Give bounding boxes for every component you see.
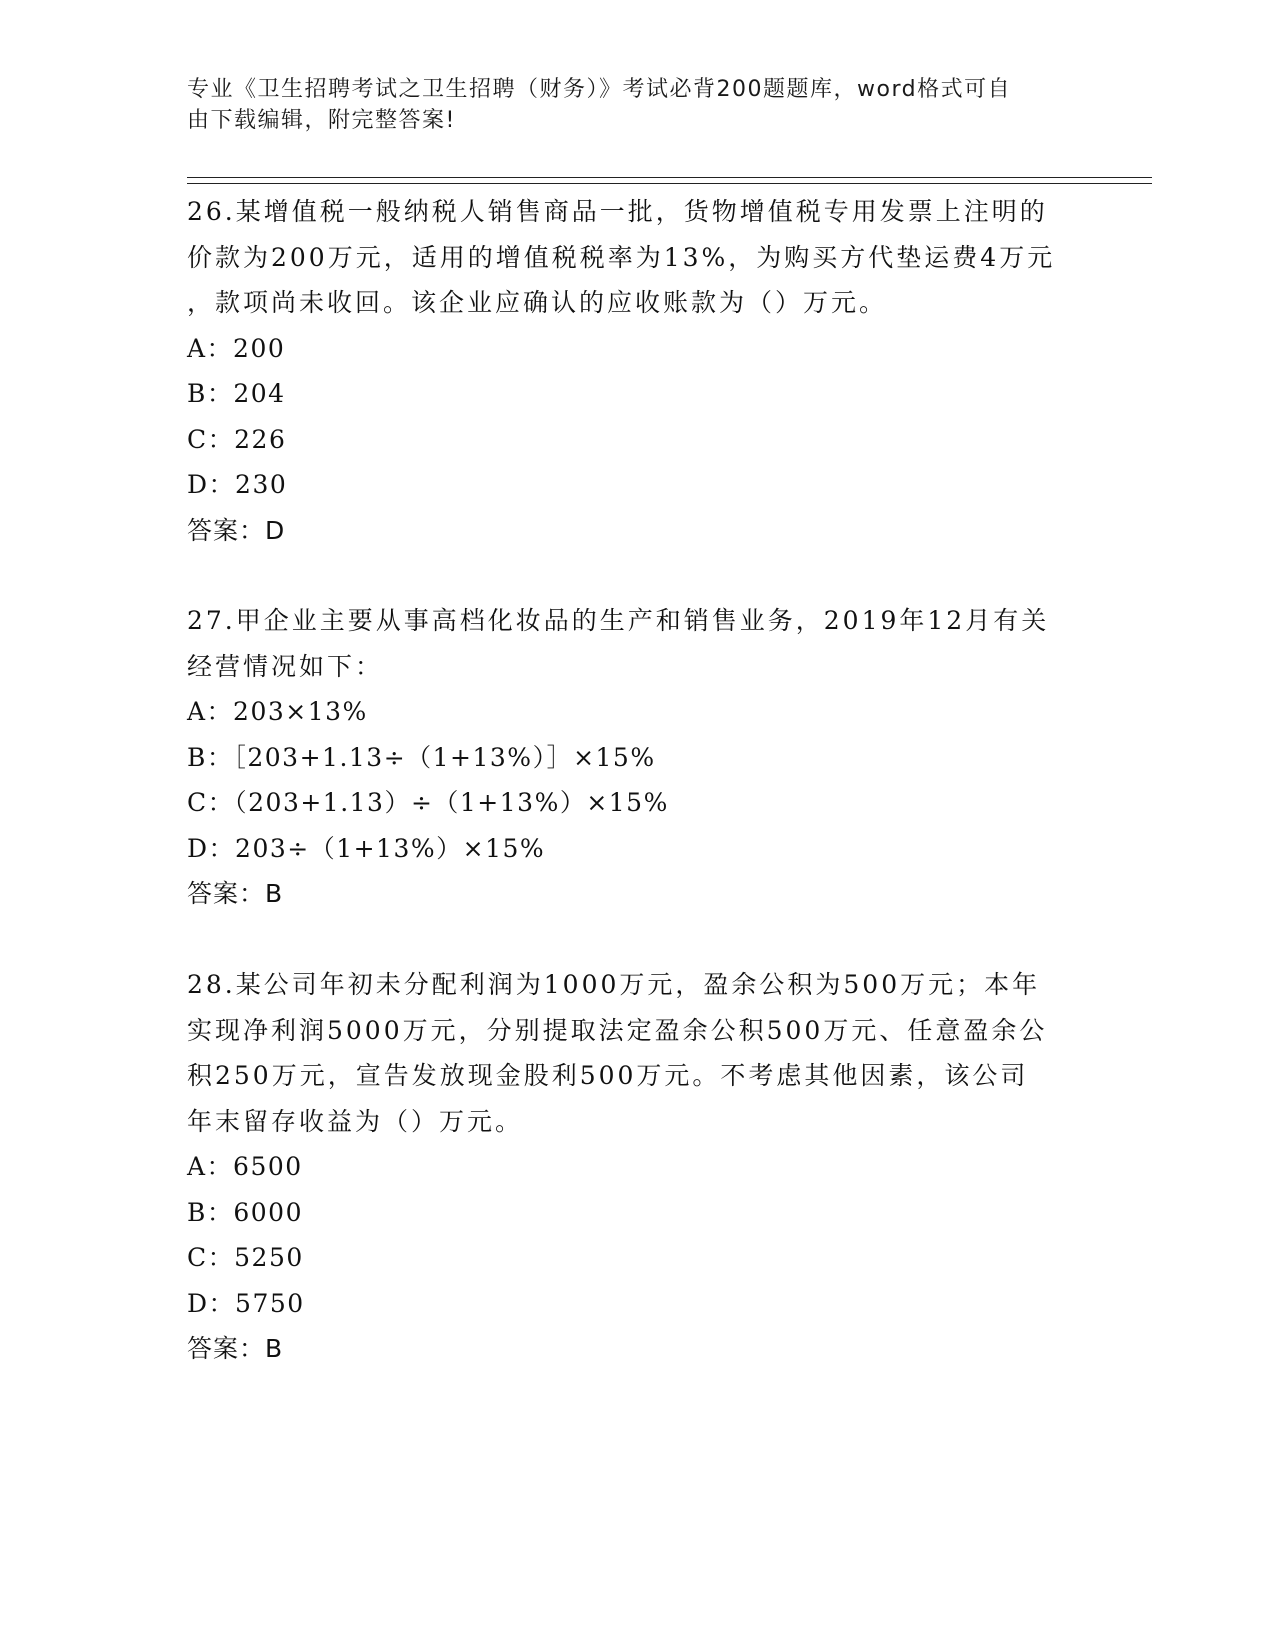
- option-c: C：（203+1.13）÷（1+13%）×15%: [187, 788, 669, 817]
- option-b: B：6000: [187, 1197, 303, 1227]
- question-text-line: 实现净利润5000万元，分别提取法定盈余公积500万元、任意盈余公: [187, 1015, 1048, 1045]
- option-b: B：204: [187, 379, 286, 408]
- header-divider-top: [187, 177, 1152, 178]
- document-header: [187, 74, 1067, 136]
- option-c: C：5250: [187, 1243, 304, 1272]
- question-26: [187, 189, 1087, 553]
- header-title-line-1: 专业《卫生招聘考试之卫生招聘（财务）》考试必背200题题库，word格式可自: [187, 77, 1012, 102]
- option-c: C：226: [187, 424, 287, 454]
- option-a: A：6500: [187, 1152, 303, 1181]
- option-b: B：［203+1.13÷（1+13%）］×15%: [187, 742, 656, 772]
- header-title-line-2: 由下载编辑，附完整答案!: [187, 108, 456, 133]
- answer-line: 答案：B: [187, 1334, 284, 1363]
- header-divider-bottom: [187, 183, 1152, 184]
- answer-line: 答案：D: [187, 515, 286, 545]
- answer-line: 答案：B: [187, 879, 284, 908]
- question-text-line: 27.甲企业主要从事高档化妆品的生产和销售业务，2019年12月有关: [187, 606, 1050, 635]
- question-text-line: 26.某增值税一般纳税人销售商品一批，货物增值税专用发票上注明的: [187, 197, 1048, 226]
- option-a: A：203×13%: [187, 697, 368, 726]
- question-text-line: ，款项尚未收回。该企业应确认的应收账款为（）万元。: [187, 288, 888, 317]
- question-text-line: 28.某公司年初未分配利润为1000万元，盈余公积为500万元；本年: [187, 970, 1041, 999]
- option-d: D：203÷（1+13%）×15%: [187, 833, 546, 863]
- question-27: [187, 598, 1087, 917]
- question-text-line: 积250万元，宣告发放现金股利500万元。不考虑其他因素，该公司: [187, 1061, 1029, 1090]
- question-text-line: 年末留存收益为（）万元。: [187, 1106, 524, 1136]
- question-28: [187, 962, 1087, 1372]
- question-text-line: 价款为200万元，适用的增值税税率为13%，为购买方代垫运费4万元: [187, 242, 1056, 272]
- option-a: A：200: [187, 333, 286, 363]
- option-d: D：5750: [187, 1288, 305, 1318]
- option-d: D：230: [187, 470, 288, 499]
- question-text-line: 经营情况如下：: [187, 651, 384, 681]
